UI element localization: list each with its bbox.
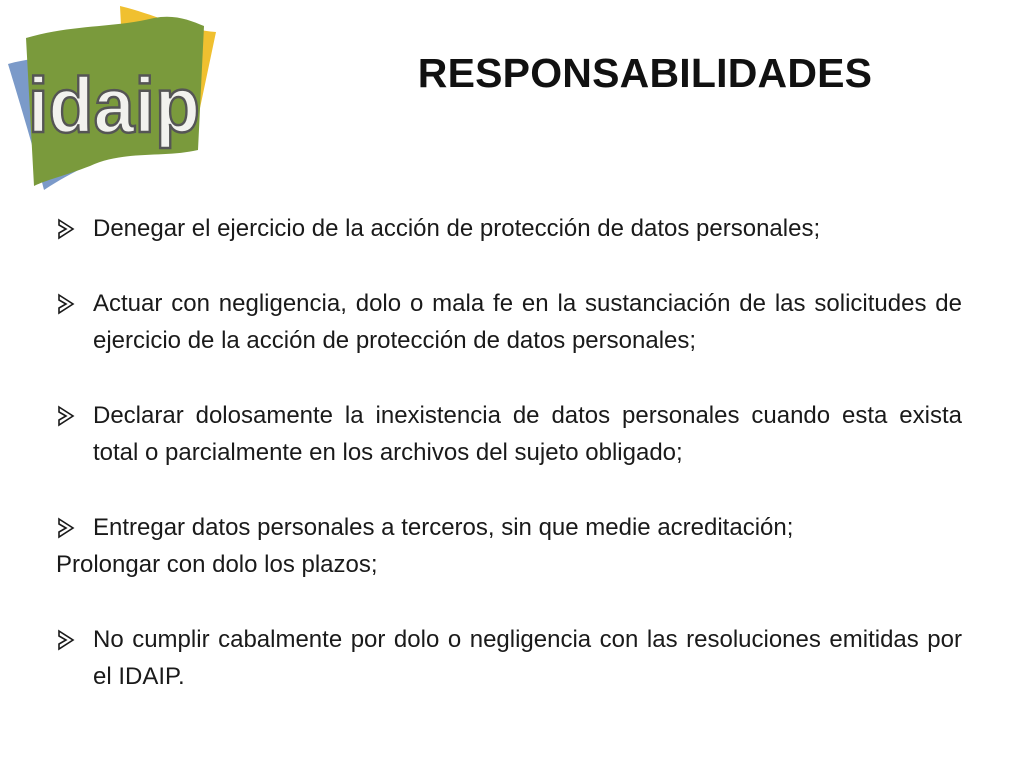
arrowhead-bullet-icon xyxy=(56,210,76,247)
responsibility-list xyxy=(56,210,962,695)
list-item xyxy=(56,210,962,247)
arrowhead-bullet-icon xyxy=(56,397,76,434)
list-item xyxy=(56,397,962,471)
arrowhead-bullet-icon xyxy=(56,621,76,658)
page-title: RESPONSABILIDADES xyxy=(417,50,873,96)
list-item-text: No cumplir cabalmente por dolo o negligencia con las resoluciones emitidas por el IDAIP. xyxy=(93,626,962,690)
list-item xyxy=(56,509,962,546)
list-item-text: Entregar datos personales a terceros, sin que medie acreditación; xyxy=(93,514,794,541)
plain-line: Prolongar con dolo los plazos; xyxy=(56,551,378,578)
logo-wordmark: idaip xyxy=(28,61,200,149)
arrowhead-bullet-icon xyxy=(56,285,76,322)
arrowhead-bullet-icon xyxy=(56,509,76,546)
list-item-text: Declarar dolosamente la inexistencia de datos personales cuando esta exista total o parcialmente en los archivos del sujeto obligado; xyxy=(93,402,962,466)
list-item xyxy=(56,285,962,359)
list-item xyxy=(56,621,962,695)
list-item-text: Denegar el ejercicio de la acción de protección de datos personales; xyxy=(93,215,821,242)
list-item-text: Actuar con negligencia, dolo o mala fe en la sustanciación de las solicitudes de ejercicio de la acción de protección de datos personales; xyxy=(93,290,962,354)
